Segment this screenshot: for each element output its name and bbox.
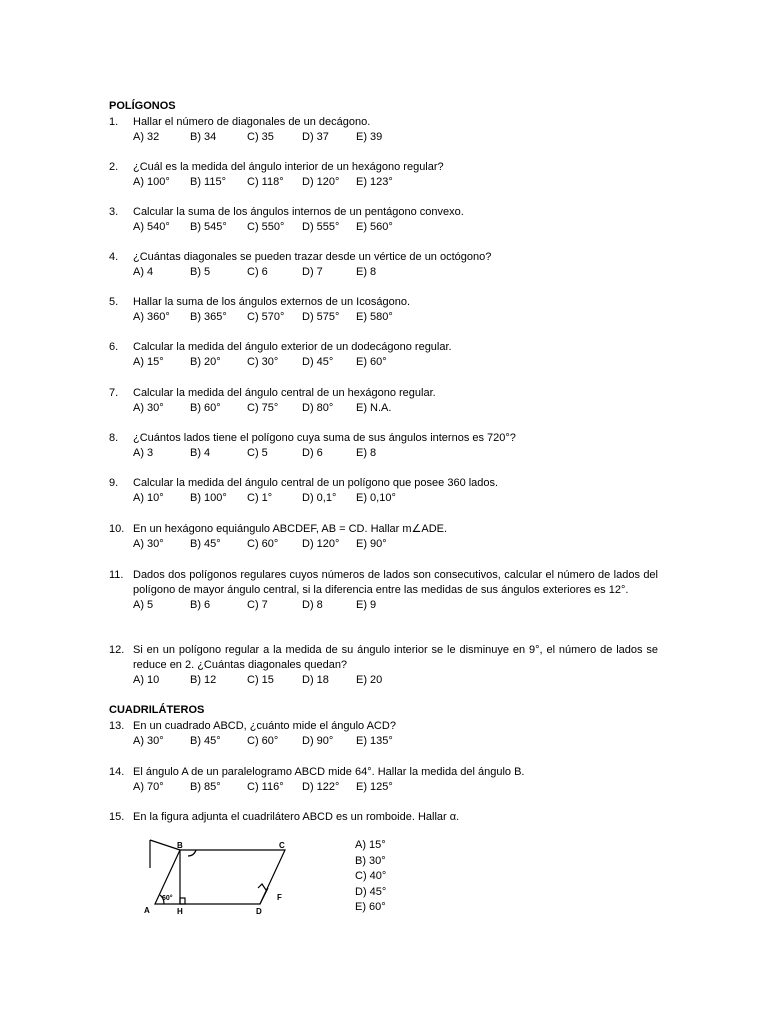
option-a: A) 5 [133,599,154,611]
option-d: D) 555° [302,221,340,233]
options-row [133,265,659,280]
extension-line [150,840,180,850]
option-a: A) 10 [133,674,160,686]
option-a: A) 360° [133,311,170,323]
romboide-figure [140,838,310,918]
question-text: Calcular la medida del ángulo exterior de un dodecágono regular. [133,341,452,353]
question-text: En un hexágono equiángulo ABCDEF, AB = CD. Hallar m∠ADE. [133,523,448,535]
question-2 [109,160,659,190]
option-e: E) 39 [356,131,383,143]
option-c: C) 6 [247,266,268,278]
question-13 [109,719,659,749]
option-a: A) 100° [133,176,170,188]
option-e: E) 90° [356,538,387,550]
option-b: B) 545° [190,221,227,233]
option-a: A) 3 [133,447,154,459]
options-row [133,734,659,749]
question-15-options [355,838,386,916]
option-b: B) 30° [355,854,386,867]
options-row [133,130,659,145]
option-b: B) 5 [190,266,211,278]
option-a: A) 15° [355,839,386,851]
parallelogram-abcd [155,850,285,904]
option-e: E) 135° [356,735,393,747]
label-angle-60: 60° [162,895,173,902]
section-title-cuadrilateros: CUADRILÁTEROS [109,704,205,716]
question-text: Dados dos polígonos regulares cuyos números de lados son consecutivos, calcular el número de lados del polígono de mayor ángulo central, si la diferencia entre las medidas de sus ángulos exteriores es 12°. [133,569,658,596]
option-b: B) 100° [190,492,227,504]
option-c: C) 30° [247,356,279,368]
question-11 [109,568,659,613]
option-e: E) 60° [356,356,387,368]
question-number: 15. [109,811,125,823]
option-a: A) 30° [133,538,164,550]
option-e: E) 20 [356,674,383,686]
question-15 [109,810,659,825]
question-number: 6. [109,341,119,353]
option-d: D) 120° [302,538,340,550]
option-a: A) 70° [133,781,164,793]
option-e: E) 123° [356,176,393,188]
option-d: D) 80° [302,402,334,414]
options-row [133,491,659,506]
question-text: ¿Cuántas diagonales se pueden trazar desde un vértice de un octógono? [133,251,492,263]
question-text: Hallar la suma de los ángulos externos de un Icoságono. [133,296,411,308]
question-5 [109,295,659,325]
question-3 [109,205,659,235]
label-b: B [177,841,183,850]
question-text: En la figura adjunta el cuadrilátero ABCD es un romboide. Hallar α. [133,811,460,823]
question-text: El ángulo A de un paralelogramo ABCD mide 64°. Hallar la medida del ángulo B. [133,766,525,778]
question-number: 9. [109,477,119,489]
option-c: C) 5 [247,447,268,459]
option-d: D) 8 [302,599,323,611]
options-row [133,175,659,190]
option-b: B) 34 [190,131,217,143]
option-a: A) 10° [133,492,164,504]
option-b: B) 115° [190,176,226,188]
options-row [133,446,659,461]
option-b: B) 6 [190,599,211,611]
options-row [133,355,659,370]
option-c: C) 7 [247,599,268,611]
question-7 [109,386,659,416]
question-text: Calcular la suma de los ángulos internos de un pentágono convexo. [133,206,464,218]
options-row [133,598,659,613]
option-a: A) 4 [133,266,154,278]
label-a: A [144,906,150,915]
section-title-poligonos: POLÍGONOS [109,100,176,112]
angle-mark-b [188,850,196,856]
question-number: 7. [109,387,119,399]
option-b: B) 12 [190,674,217,686]
option-d: D) 90° [302,735,334,747]
question-14 [109,765,659,795]
option-b: B) 365° [190,311,227,323]
option-e: E) 0,10° [356,492,396,504]
question-number: 14. [109,766,125,778]
options-row [133,220,659,235]
question-text: En un cuadrado ABCD, ¿cuánto mide el ángulo ACD? [133,720,396,732]
option-c: C) 40° [355,870,387,882]
question-number: 1. [109,116,119,128]
question-number: 3. [109,206,119,218]
option-c: C) 75° [247,402,279,414]
question-text: Calcular la medida del ángulo central de un polígono que posee 360 lados. [133,477,499,489]
option-e: E) 125° [356,781,393,793]
question-text: Calcular la medida del ángulo central de un hexágono regular. [133,387,436,399]
question-number: 8. [109,432,119,444]
option-e: E) 8 [356,447,377,459]
option-e: E) 580° [356,311,393,323]
question-1 [109,115,659,145]
question-text: Hallar el número de diagonales de un decágono. [133,116,371,128]
question-9 [109,476,659,506]
option-c: C) 550° [247,221,285,233]
option-d: D) 18 [302,674,329,686]
option-d: D) 0,1° [302,492,337,504]
question-text: Si en un polígono regular a la medida de su ángulo interior se le disminuye en 9°, el número de lados se reduce en 2. ¿Cuántas diagonales quedan? [133,644,658,671]
options-row [133,310,659,325]
question-number: 11. [109,569,124,581]
question-6 [109,340,659,370]
options-row [133,401,659,416]
question-12 [109,643,659,688]
option-b: B) 45° [190,538,221,550]
option-b: B) 85° [190,781,221,793]
option-b: B) 20° [190,356,221,368]
option-e: E) 560° [356,221,393,233]
option-d: D) 575° [302,311,340,323]
right-angle-mark [180,898,185,904]
option-c: C) 60° [247,538,279,550]
label-c: C [279,841,285,850]
option-e: E) 60° [355,901,386,913]
label-f: F [277,893,282,902]
option-d: D) 6 [302,447,323,459]
option-e: E) N.A. [356,402,392,414]
option-d: D) 120° [302,176,340,188]
question-number: 5. [109,296,119,308]
option-b: B) 4 [190,447,211,459]
label-h: H [177,907,183,916]
option-b: B) 60° [190,402,221,414]
option-d: D) 45° [355,885,387,898]
option-a: A) 540° [133,221,170,233]
question-number: 2. [109,161,119,173]
option-e: E) 8 [356,266,377,278]
question-number: 4. [109,251,119,263]
question-4 [109,250,659,280]
question-8 [109,431,659,461]
question-10 [109,522,659,552]
option-b: B) 45° [190,735,221,747]
option-d: D) 37 [302,131,329,143]
question-number: 13. [109,720,125,732]
option-e: E) 9 [356,599,377,611]
label-d: D [256,907,262,916]
options-row [133,673,659,688]
option-c: C) 570° [247,311,285,323]
question-number: 10. [109,523,125,535]
option-a: A) 30° [133,735,164,747]
option-c: C) 1° [247,492,273,504]
angle-mark-f [258,884,266,890]
option-c: C) 116° [247,781,284,793]
segment-df [260,888,268,904]
option-c: C) 15 [247,674,274,686]
options-row [133,537,659,552]
option-d: D) 7 [302,266,323,278]
option-c: C) 60° [247,735,279,747]
question-text: ¿Cuál es la medida del ángulo interior de un hexágono regular? [133,161,444,173]
question-text: ¿Cuántos lados tiene el polígono cuya suma de sus ángulos internos es 720°? [133,432,516,444]
option-a: A) 15° [133,356,164,368]
option-a: A) 32 [133,131,160,143]
option-c: C) 35 [247,131,274,143]
option-c: C) 118° [247,176,284,188]
question-number: 12. [109,644,125,656]
options-row [133,780,659,795]
option-d: D) 122° [302,781,340,793]
option-d: D) 45° [302,356,334,368]
option-a: A) 30° [133,402,164,414]
